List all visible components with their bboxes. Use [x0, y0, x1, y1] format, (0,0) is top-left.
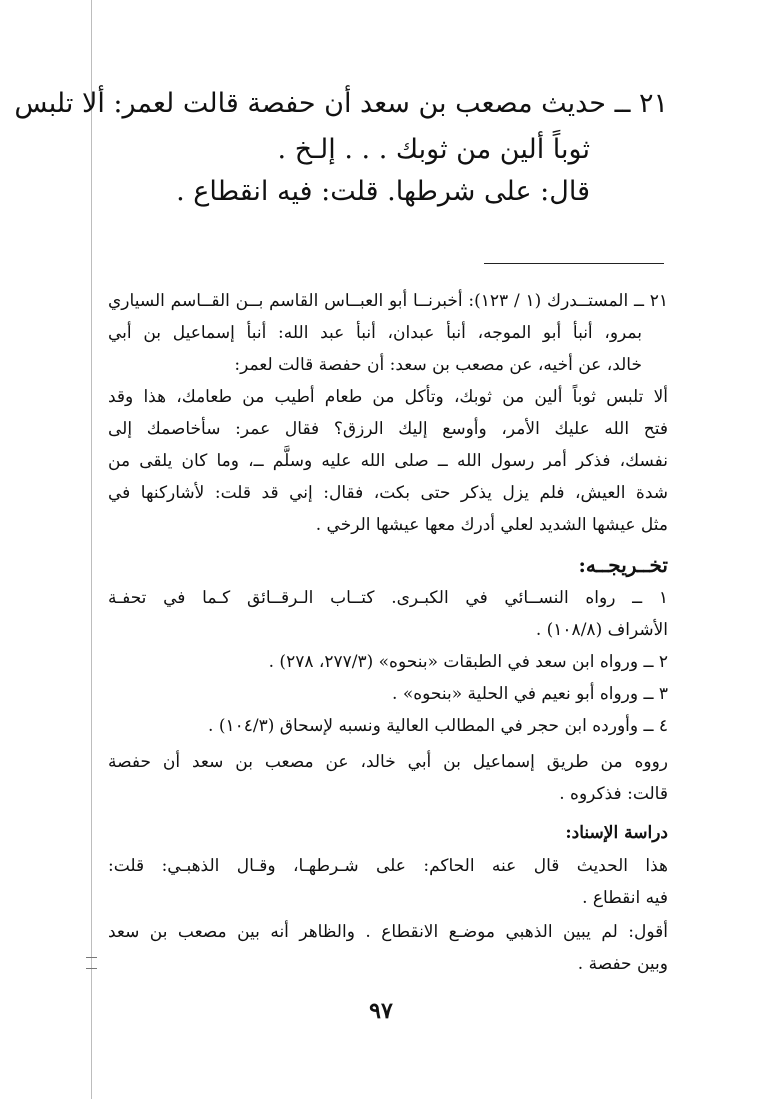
takhrij-line: ١ ــ رواه النســائي في الكبـرى. كتــاب الـرقــائق كـما في تحفـة	[108, 588, 668, 608]
hadith-main-line-2: ثوباً ألين من ثوبك . . . إلـخ .	[277, 134, 590, 165]
note-line: نفسك، فذكر أمر رسول الله ــ صلى الله عليه وسلَّم ــ، وما كان يلقى من	[108, 451, 668, 471]
note-line: بمرو، أنبأ أبو الموجه، أنبأ عبدان، أنبأ عبد الله: أنبأ إسماعيل بن أبي	[108, 323, 642, 343]
takhrij-line: رووه من طريق إسماعيل بن أبي خالد، عن مصعب بن سعد أن حفصة	[108, 752, 668, 772]
footnote-separator	[484, 263, 664, 264]
isnad-line: فيه انقطاع .	[582, 888, 668, 908]
note-line: خالد، عن أخيه، عن مصعب بن سعد: أن حفصة قالت لعمر:	[234, 355, 642, 375]
isnad-heading: دراسة الإسناد:	[565, 823, 668, 843]
note-line: ألا تلبس ثوباً ألين من ثوبك، وتأكل من طعام أطيب من طعامك، هذا وقد	[108, 387, 668, 407]
takhrij-line: ٣ ــ ورواه أبو نعيم في الحلية «بنحوه» .	[392, 684, 668, 704]
takhrij-line: قالت: فذكروه .	[559, 784, 668, 804]
note-line: فتح الله عليك الأمر، وأوسع إليك الرزق؟ فقال عمر: سأخاصمك إلى	[108, 419, 668, 439]
binding-edge-line	[91, 0, 92, 1099]
isnad-line: هذا الحديث قال عنه الحاكم: على شـرطهـا، وقـال الذهبـي: قلت:	[108, 856, 668, 876]
takhrij-line: ٤ ــ وأورده ابن حجر في المطالب العالية ونسبه لإسحاق (١٠٤/٣) .	[208, 716, 668, 736]
binding-mark	[86, 957, 97, 969]
hadith-verdict-line: قال: على شرطها. قلت: فيه انقطاع .	[176, 176, 590, 207]
note-line: شدة العيش، فلم يزل يذكر حتى بكت، فقال: إني قد قلت: لأشاركنها في	[108, 483, 668, 503]
page-number: ٩٧	[369, 998, 393, 1024]
takhrij-heading: تخــريجــه:	[578, 553, 668, 577]
isnad-line: أقول: لم يبين الذهبي موضـع الانقطاع . والظاهر أنه بين مصعب بن سعد	[108, 922, 668, 942]
takhrij-line: الأشراف (١٠٨/٨) .	[535, 620, 668, 640]
note-line: مثل عيشها الشديد لعلي أدرك معها عيشها الرخي .	[315, 515, 668, 535]
takhrij-line: ٢ ــ ورواه ابن سعد في الطبقات «بنحوه» (٢٧٧/٣، ٢٧٨) .	[268, 652, 668, 672]
note-line: ٢١ ــ المستــدرك (١ / ١٢٣): أخبرنــا أبو العبــاس القاسم بــن القــاسم السياري	[108, 291, 668, 311]
hadith-main-line-1: ٢١ ــ حديث مصعب بن سعد أن حفصة قالت لعمر: ألا تلبس	[14, 88, 668, 119]
isnad-line: وبين حفصة .	[577, 954, 668, 974]
